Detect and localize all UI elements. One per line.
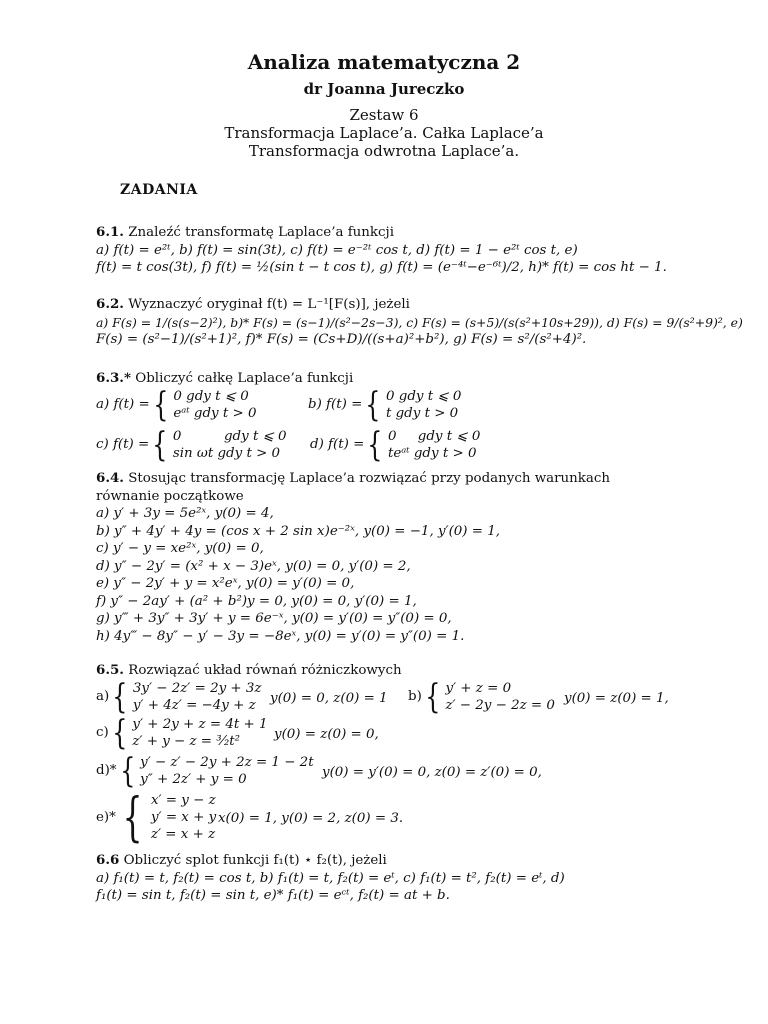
- system-equation: y′ − z′ − 2y + 2z = 1 − 2t: [140, 754, 314, 770]
- exercise-intro: Znaleźć transformatę Laplace’a funkcji: [128, 225, 394, 240]
- system-b: [408, 676, 555, 717]
- exercise-number: 6.6: [96, 852, 120, 868]
- equation-item: h) 4y‴ − 8y″ − y′ − 3y = −8eˣ, y(0) = y′(0) = y″(0) = 1.: [96, 628, 465, 644]
- system-equation: y′ + 2y + z = 4t + 1: [132, 716, 268, 732]
- equation-item: c) y′ − y = xe²ˣ, y(0) = 0,: [96, 541, 264, 556]
- equation-item: e) y″ − 2y′ + y = x²eˣ, y(0) = y′(0) = 0,: [96, 576, 355, 591]
- piecewise-row: [96, 384, 672, 428]
- equation-item: d) y″ − 2y′ = (x² + x − 3)eˣ, y(0) = 0, y′(0) = 2,: [96, 558, 411, 574]
- case-line: 0 gdy t ⩽ 0: [387, 428, 481, 444]
- left-brace: {: [365, 384, 381, 425]
- piecewise-d: [310, 424, 481, 465]
- case-line: 0 gdy t ⩽ 0: [173, 388, 249, 404]
- equation-item: a) y′ + 3y = 5e²ˣ, y(0) = 4,: [96, 506, 274, 521]
- topic-line-2: Transformacja odwrotna Laplace’a.: [248, 142, 520, 160]
- left-brace: {: [425, 676, 441, 717]
- left-brace: {: [112, 676, 128, 717]
- piecewise-label: c) f(t) =: [96, 436, 150, 452]
- exercise-number: 6.3.*: [96, 370, 131, 386]
- case-line: t gdy t > 0: [385, 405, 459, 421]
- left-brace: {: [367, 424, 383, 465]
- case-line: sin ωt gdy t > 0: [172, 445, 281, 461]
- case-line: eᵃᵗ gdy t > 0: [173, 405, 257, 421]
- exercise-intro: Wyznaczyć oryginał f(t) = L⁻¹[F(s)], jeżeli: [128, 297, 410, 312]
- left-brace: {: [122, 787, 143, 848]
- system-equation: y′ + z = 0: [445, 680, 512, 696]
- system-equation: x′ = y − z: [150, 793, 216, 808]
- system-equation: z′ − 2y − 2z = 0: [445, 697, 555, 713]
- exercise-line: F(s) = (s²−1)/(s²+1)², f)* F(s) = (Cs+D)/((s+a)²+b²), g) F(s) = s²/(s²+4)².: [96, 332, 587, 347]
- exercise-number: 6.5.: [96, 662, 124, 678]
- system-e: [96, 787, 217, 848]
- system-equation: z′ + y − z = ³⁄₂t²: [132, 733, 241, 749]
- system-row: [96, 787, 672, 848]
- system-equation: z′ = x + z: [150, 827, 216, 842]
- exercise-6-5: [96, 662, 672, 846]
- piecewise-a: [96, 384, 257, 425]
- initial-conditions: x(0) = 1, y(0) = 2, z(0) = 3.: [218, 810, 404, 826]
- piecewise-b: [308, 384, 462, 425]
- system-equation: y′ = x + y: [150, 810, 217, 825]
- exercise-number: 6.1.: [96, 224, 124, 240]
- system-label: a): [96, 688, 110, 704]
- exercise-line: a) f(t) = e²ᵗ, b) f(t) = sin(3t), c) f(t) = e⁻²ᵗ cos t, d) f(t) = 1 − e²ᵗ cos t, e): [96, 242, 578, 258]
- initial-conditions: y(0) = z(0) = 1,: [564, 690, 669, 706]
- document-title: Analiza matematyczna 2: [247, 50, 521, 74]
- left-brace: {: [111, 712, 128, 753]
- system-label: e)*: [96, 809, 116, 825]
- exercise-6-2: [96, 296, 743, 349]
- exercise-line: a) F(s) = 1/(s(s−2)²), b)* F(s) = (s−1)/(s²−2s−3), c) F(s) = (s+5)/(s(s²+10s+29)), d) F(s) = 9/(s²+9)², e): [96, 314, 743, 330]
- exercise-line: f(t) = t cos(3t), f) f(t) = ½(sin t − t cos t), g) f(t) = (e⁻⁴ᵗ−e⁻⁶ᵗ)/2, h)* f(t) = cos ht − 1.: [96, 260, 667, 275]
- case-line: 0 gdy t ⩽ 0: [385, 388, 462, 404]
- case-line: 0 gdy t ⩽ 0: [172, 428, 287, 444]
- equation-item: f) y″ − 2ay′ + (a² + b²)y = 0, y(0) = 0, y′(0) = 1,: [96, 593, 417, 609]
- system-label: d)*: [96, 762, 117, 778]
- piecewise-row: [96, 424, 672, 468]
- exercise-6-3: [96, 370, 672, 468]
- exercise-line: f₁(t) = sin t, f₂(t) = sin t, e)* f₁(t) = eᶜᵗ, f₂(t) = at + b.: [96, 888, 450, 903]
- system-equation: y″ + 2z′ + y = 0: [140, 771, 247, 787]
- topic-line-1: Transformacja Laplace’a. Całka Laplace’a: [224, 124, 544, 142]
- section-title: ZADANIA: [120, 182, 198, 198]
- initial-conditions: y(0) = 0, z(0) = 1: [270, 690, 388, 706]
- left-brace: {: [152, 424, 168, 465]
- initial-conditions: y(0) = y′(0) = 0, z(0) = z′(0) = 0,: [322, 764, 542, 780]
- set-number: Zestaw 6: [349, 106, 419, 124]
- left-brace: {: [152, 384, 169, 425]
- system-equation: 3y′ − 2z′ = 2y + 3z: [132, 680, 262, 696]
- initial-conditions: y(0) = z(0) = 0,: [274, 726, 379, 742]
- system-label: c): [96, 724, 109, 740]
- piecewise-c: [96, 424, 287, 465]
- exercise-intro: Obliczyć całkę Laplace’a funkcji: [135, 371, 354, 386]
- piecewise-label: b) f(t) =: [308, 396, 363, 412]
- set-heading: [0, 106, 768, 160]
- equation-item: b) y″ + 4y′ + 4y = (cos x + 2 sin x)e⁻²ˣ, y(0) = −1, y′(0) = 1,: [96, 523, 501, 539]
- author: dr Joanna Jureczko: [303, 80, 465, 98]
- piecewise-label: d) f(t) =: [310, 436, 365, 452]
- exercise-6-4: [96, 470, 672, 645]
- system-equation: y′ + 4z′ = −4y + z: [132, 697, 256, 713]
- system-c: [96, 712, 268, 753]
- exercise-intro: Stosując transformację Laplace’a rozwiązać przy podanych warunkach równanie początkowe: [96, 471, 611, 504]
- exercise-number: 6.4.: [96, 470, 124, 486]
- system-row: [96, 750, 672, 792]
- left-brace: {: [119, 750, 135, 791]
- exercise-line: a) f₁(t) = t, f₂(t) = cos t, b) f₁(t) = t, f₂(t) = eᵗ, c) f₁(t) = t², f₂(t) = eᵗ, d): [96, 870, 565, 886]
- system-row: [96, 676, 672, 717]
- exercise-6-6: [96, 852, 672, 905]
- system-d: [96, 750, 314, 791]
- exercise-intro: Rozwiązać układ równań różniczkowych: [128, 663, 402, 678]
- exercise-intro: Obliczyć splot funkcji f₁(t) ⋆ f₂(t), jeżeli: [123, 853, 387, 868]
- system-row: [96, 712, 672, 754]
- case-line: teᵃᵗ gdy t > 0: [387, 445, 477, 461]
- system-label: b): [408, 688, 422, 704]
- equation-item: g) y‴ + 3y″ + 3y′ + y = 6e⁻ˣ, y(0) = y′(0) = y″(0) = 0,: [96, 611, 452, 626]
- exercise-6-1: [96, 224, 672, 277]
- exercise-number: 6.2.: [96, 296, 124, 312]
- system-a: [96, 676, 262, 717]
- piecewise-label: a) f(t) =: [96, 396, 150, 412]
